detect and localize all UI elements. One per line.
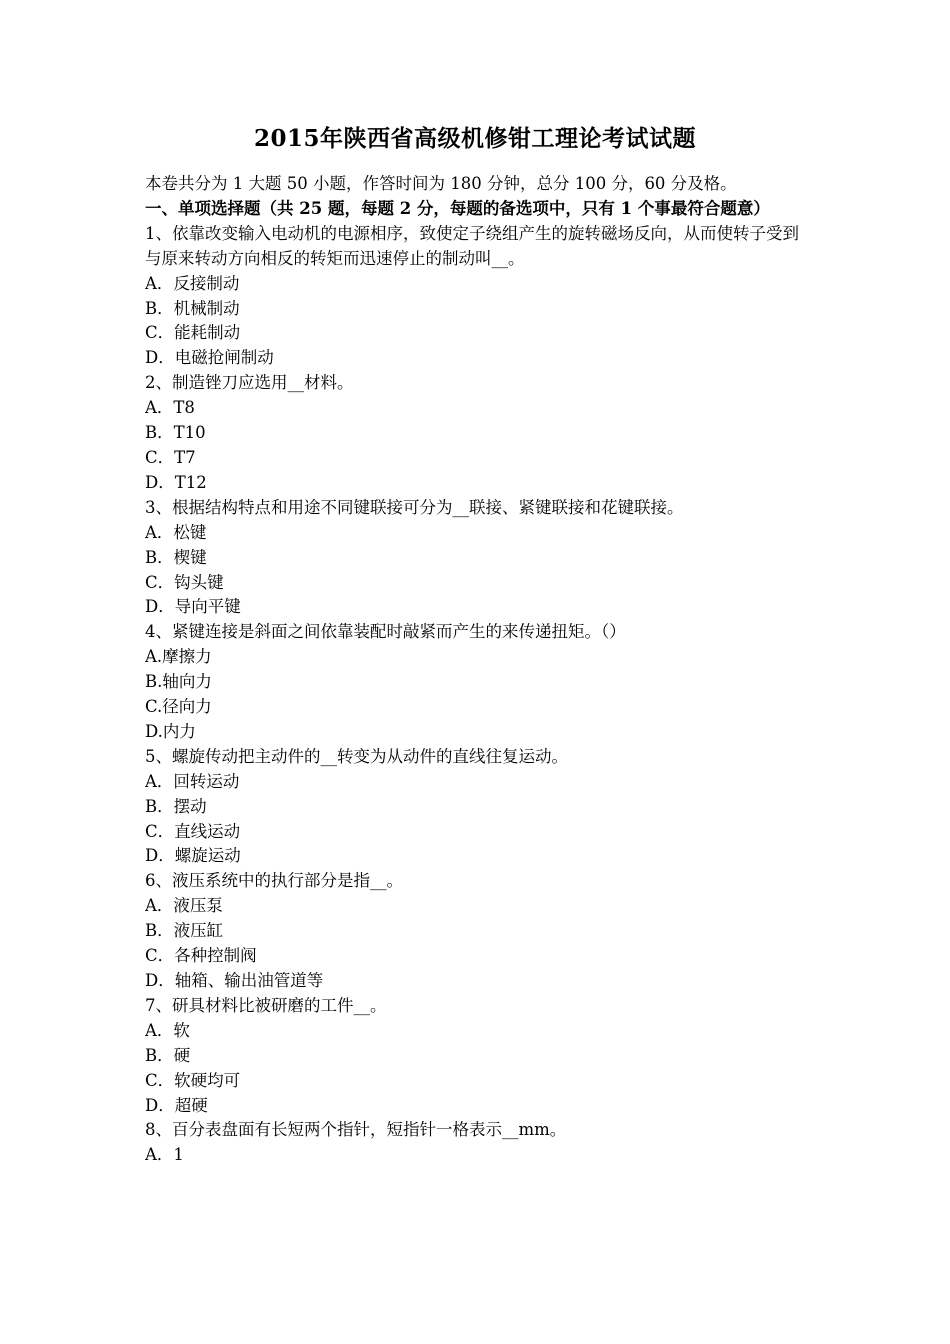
option-d: D.内力 bbox=[145, 721, 196, 741]
question-stem: 7、研具材料比被研磨的工件__。 bbox=[145, 995, 387, 1015]
option-c: C．能耗制动 bbox=[145, 323, 241, 343]
option-a: A．回转运动 bbox=[145, 771, 240, 791]
document-body bbox=[145, 172, 810, 1168]
question-stem: 4、紧键连接是斜面之间依靠装配时敲紧而产生的来传递扭矩。（） bbox=[145, 622, 626, 642]
section-heading: 一、单项选择题（共 25 题，每题 2 分，每题的备选项中，只有 1 个事最符合题意） bbox=[145, 198, 770, 218]
option-c: C．钩头键 bbox=[145, 572, 224, 592]
question-6 bbox=[145, 869, 810, 994]
document-title: 2015年陕西省高级机修钳工理论考试试题 bbox=[253, 125, 696, 152]
option-b: B．T10 bbox=[145, 423, 206, 443]
option-d: D．超硬 bbox=[145, 1095, 208, 1115]
option-b: B．硬 bbox=[145, 1045, 191, 1065]
question-stem: 3、根据结构特点和用途不同键联接可分为__联接、紧键联接和花键联接。 bbox=[145, 497, 684, 517]
option-b: B．楔键 bbox=[145, 547, 207, 567]
option-a: A．1 bbox=[145, 1145, 184, 1165]
option-c: C.径向力 bbox=[145, 697, 212, 717]
option-d: D．电磁抢闸制动 bbox=[145, 348, 274, 368]
question-5 bbox=[145, 745, 810, 870]
question-1 bbox=[145, 222, 810, 371]
option-b: B．机械制动 bbox=[145, 298, 240, 318]
option-c: C．软硬均可 bbox=[145, 1070, 241, 1090]
question-stem: 6、液压系统中的执行部分是指__。 bbox=[145, 871, 403, 891]
question-stem: 2、制造锉刀应选用__材料。 bbox=[145, 373, 354, 393]
option-b: B．液压缸 bbox=[145, 921, 224, 941]
question-7 bbox=[145, 994, 810, 1119]
question-stem: 1、依靠改变输入电动机的电源相序，致使定子绕组产生的旋转磁场反向，从而使转子受到与原来转动方向相反的转矩而迅速停止的制动叫__。 bbox=[145, 223, 799, 268]
question-4 bbox=[145, 620, 810, 745]
option-d: D．轴箱、输出油管道等 bbox=[145, 971, 324, 990]
option-c: C．直线运动 bbox=[145, 821, 241, 841]
question-stem: 5、螺旋传动把主动件的__转变为从动件的直线往复运动。 bbox=[145, 746, 568, 766]
question-2 bbox=[145, 371, 810, 496]
option-b: B.轴向力 bbox=[145, 672, 212, 692]
option-c: C．各种控制阀 bbox=[145, 946, 257, 966]
option-d: D．螺旋运动 bbox=[145, 846, 241, 866]
question-3 bbox=[145, 496, 810, 621]
option-a: A.摩擦力 bbox=[145, 647, 212, 667]
question-stem: 8、百分表盘面有长短两个指针，短指针一格表示__mm。 bbox=[145, 1120, 567, 1140]
option-a: A．松键 bbox=[145, 522, 207, 542]
question-8 bbox=[145, 1118, 810, 1168]
option-a: A．T8 bbox=[145, 398, 195, 418]
option-d: D．导向平键 bbox=[145, 597, 241, 617]
option-a: A．反接制动 bbox=[145, 273, 240, 293]
option-a: A．软 bbox=[145, 1020, 190, 1040]
option-b: B．摆动 bbox=[145, 796, 207, 816]
option-a: A．液压泵 bbox=[145, 896, 223, 916]
exam-intro: 本卷共分为 1 大题 50 小题，作答时间为 180 分钟，总分 100 分，60 分及格。 bbox=[145, 174, 737, 193]
option-d: D．T12 bbox=[145, 472, 207, 492]
option-c: C．T7 bbox=[145, 447, 196, 467]
